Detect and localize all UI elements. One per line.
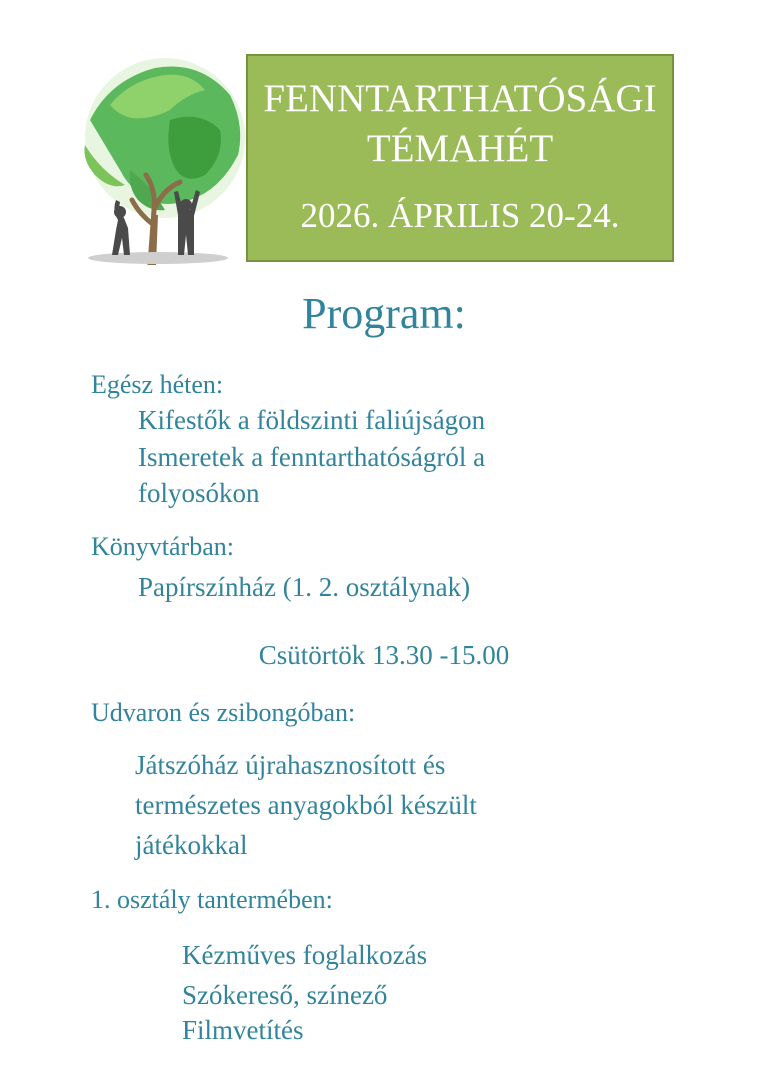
banner-title-line-2: TÉMAHÉT [366,127,554,170]
list-item: Papírszínház (1. 2. osztálynak) [138,572,471,602]
section-heading-yard: Udvaron és zsibongóban: [91,698,356,727]
banner-title-line-1: FENNTARTHATÓSÁGI [263,77,657,120]
list-item: Játszóház újrahasznosított és [135,750,446,780]
program-title: Program: [302,289,466,338]
list-item: játékokkal [135,830,248,860]
section-heading-library: Könyvtárban: [91,532,234,561]
list-item: Ismeretek a fenntarthatóságról a [138,442,486,472]
list-item: természetes anyagokból készült [135,790,477,820]
banner-date: 2026. ÁPRILIS 20-24. [300,196,620,235]
list-item: Kézműves foglalkozás [182,940,428,970]
library-time: Csütörtök 13.30 -15.00 [258,640,510,670]
list-item: Kifestők a földszinti faliújságon [138,405,486,435]
list-item: Szókereső, színező [182,980,388,1010]
list-item: Filmvetítés [182,1015,304,1045]
globe-tree-logo-icon [70,50,245,265]
title-banner [246,54,674,262]
list-item: folyosókon [138,478,260,508]
section-heading-whole-week: Egész héten: [91,370,224,399]
section-heading-first-grade: 1. osztály tantermében: [91,885,333,914]
